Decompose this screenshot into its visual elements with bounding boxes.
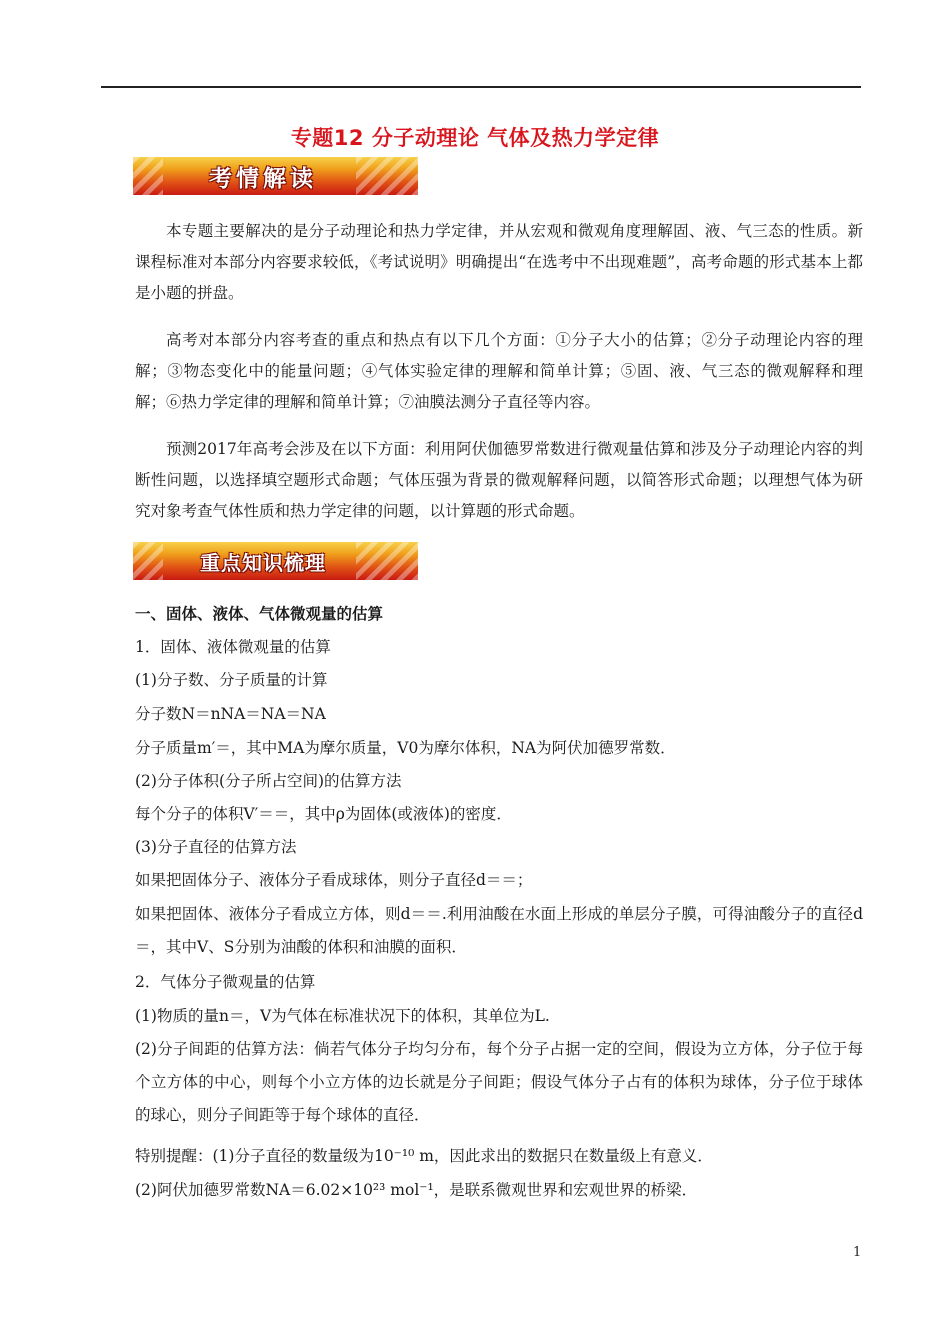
- header-rule: [101, 86, 861, 88]
- item-2-1: (1)物质的量n＝，V为气体在标准状况下的体积，其单位为L.: [135, 1007, 550, 1025]
- banner-key-points: [133, 542, 418, 580]
- page-title: 专题12 分子动理论 气体及热力学定律: [290, 126, 660, 150]
- formula-molecule-count: 分子数N＝nNA＝NA＝NA: [135, 705, 326, 723]
- item-1-2: (2)分子体积(分子所占空间)的估算方法: [135, 772, 402, 790]
- formula-cube-diameter: 如果把固体、液体分子看成立方体，则d＝＝.利用油酸在水面上形成的单层分子膜，可得油酸分子的直径d＝，其中V、S分别为油酸的体积和油膜的面积．: [135, 905, 863, 956]
- intro-paragraph-1: 本专题主要解决的是分子动理论和热力学定律，并从宏观和微观角度理解固、液、气三态的性质。新课程标准对本部分内容要求较低，《考试说明》明确提出“在选考中不出现难题”，高考命题的形式基本上都是小题的拼盘。: [135, 222, 863, 302]
- intro-paragraph-2: 高考对本部分内容考查的重点和热点有以下几个方面：①分子大小的估算；②分子动理论内容的理解；③物态变化中的能量问题；④气体实验定律的理解和简单计算；⑤固、液、气三态的微观解释和理解；⑥热力学定律的理解和简单计算；⑦油膜法测分子直径等内容。: [135, 331, 863, 411]
- note-2: (2)阿伏加德罗常数NA＝6.02×10²³ mol⁻¹，是联系微观世界和宏观世界的桥梁．: [135, 1181, 698, 1199]
- banner-exam-analysis-label: 考情解读: [209, 165, 317, 192]
- subsection-title-2: 2．气体分子微观量的估算: [135, 973, 316, 991]
- formula-molecule-mass: 分子质量m′＝，其中MA为摩尔质量，V0为摩尔体积，NA为阿伏加德罗常数．: [135, 739, 676, 757]
- intro-paragraph-3: 预测2017年高考会涉及在以下方面：利用阿伏伽德罗常数进行微观量估算和涉及分子动理论内容的判断性问题，以选择填空题形式命题；气体压强为背景的微观解释问题，以简答形式命题；以理想气体为研究对象考查气体性质和热力学定律的问题，以计算题的形式命题。: [135, 440, 863, 520]
- banner-exam-analysis: [133, 157, 418, 195]
- formula-molecule-volume: 每个分子的体积V′＝＝，其中ρ为固体(或液体)的密度．: [135, 805, 512, 823]
- banner-key-points-label: 重点知识梳理: [200, 550, 326, 575]
- page-number: 1: [853, 1245, 862, 1260]
- formula-sphere-diameter: 如果把固体分子、液体分子看成球体，则分子直径d＝＝；: [135, 871, 533, 889]
- item-1-1: (1)分子数、分子质量的计算: [135, 671, 328, 689]
- item-2-2: (2)分子间距的估算方法：倘若气体分子均匀分布，每个分子占据一定的空间，假设为立方体，分子位于每个立方体的中心，则每个小立方体的边长就是分子间距；假设气体分子占有的体积为球体，分子位于球体的球心，则分子间距等于每个球体的直径．: [135, 1040, 863, 1124]
- note-1: 特别提醒：(1)分子直径的数量级为10⁻¹⁰ m，因此求出的数据只在数量级上有意义．: [135, 1147, 713, 1165]
- item-1-3: (3)分子直径的估算方法: [135, 838, 297, 856]
- subsection-title-1: 1．固体、液体微观量的估算: [135, 638, 331, 656]
- section-heading: 一、固体、液体、气体微观量的估算: [135, 605, 384, 623]
